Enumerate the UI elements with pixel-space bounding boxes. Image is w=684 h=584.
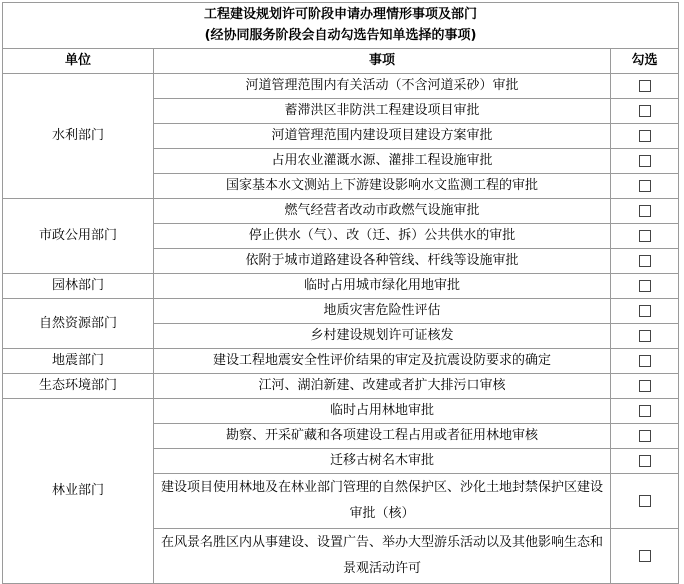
department-cell: 生态环境部门	[3, 374, 154, 399]
select-checkbox[interactable]	[639, 230, 651, 242]
select-checkbox[interactable]	[639, 305, 651, 317]
table-row	[3, 399, 679, 424]
matter-cell: 地质灾害危险性评估	[154, 299, 611, 324]
select-checkbox[interactable]	[639, 180, 651, 192]
matter-cell: 乡村建设规划许可证核发	[154, 324, 611, 349]
select-checkbox[interactable]	[639, 495, 651, 507]
select-checkbox[interactable]	[639, 330, 651, 342]
form-table-frame	[2, 2, 679, 584]
title-line-2: (经协同服务阶段会自动勾选告知单选择的事项)	[204, 28, 477, 43]
table-row	[3, 199, 679, 224]
table-body	[3, 3, 679, 584]
table-row	[3, 274, 679, 299]
checkbox-cell	[611, 174, 679, 199]
matter-cell: 迁移古树名木审批	[154, 449, 611, 474]
table-row	[3, 299, 679, 324]
checkbox-cell	[611, 529, 679, 584]
matter-cell: 建设工程地震安全性评价结果的审定及抗震设防要求的确定	[154, 349, 611, 374]
table-title	[3, 3, 679, 49]
checkbox-cell	[611, 99, 679, 124]
department-cell: 林业部门	[3, 399, 154, 584]
checkbox-cell	[611, 249, 679, 274]
matter-cell: 占用农业灌溉水源、灌排工程设施审批	[154, 149, 611, 174]
checkbox-cell	[611, 424, 679, 449]
checkbox-cell	[611, 374, 679, 399]
matter-cell: 勘察、开采矿藏和各项建设工程占用或者征用林地审核	[154, 424, 611, 449]
matter-cell: 江河、湖泊新建、改建或者扩大排污口审核	[154, 374, 611, 399]
select-checkbox[interactable]	[639, 355, 651, 367]
checkbox-cell	[611, 199, 679, 224]
checkbox-cell	[611, 399, 679, 424]
matter-cell: 临时占用城市绿化用地审批	[154, 274, 611, 299]
matter-cell: 依附于城市道路建设各种管线、杆线等设施审批	[154, 249, 611, 274]
approval-matters-table	[2, 2, 679, 584]
select-checkbox[interactable]	[639, 130, 651, 142]
matter-cell: 河道管理范围内有关活动（不含河道采砂）审批	[154, 74, 611, 99]
select-checkbox[interactable]	[639, 205, 651, 217]
checkbox-cell	[611, 149, 679, 174]
department-cell: 园林部门	[3, 274, 154, 299]
department-cell: 市政公用部门	[3, 199, 154, 274]
matter-cell: 停止供水（气）、改（迁、拆）公共供水的审批	[154, 224, 611, 249]
matter-cell: 国家基本水文测站上下游建设影响水文监测工程的审批	[154, 174, 611, 199]
header-dept: 单位	[3, 49, 154, 74]
checkbox-cell	[611, 274, 679, 299]
select-checkbox[interactable]	[639, 405, 651, 417]
table-row	[3, 74, 679, 99]
title-line-1: 工程建设规划许可阶段申请办理情形事项及部门	[204, 7, 478, 22]
table-row	[3, 374, 679, 399]
title-row	[3, 3, 679, 49]
header-row	[3, 49, 679, 74]
select-checkbox[interactable]	[639, 105, 651, 117]
matter-cell: 在风景名胜区内从事建设、设置广告、举办大型游乐活动以及其他影响生态和景观活动许可	[154, 529, 611, 584]
select-checkbox[interactable]	[639, 550, 651, 562]
select-checkbox[interactable]	[639, 255, 651, 267]
checkbox-cell	[611, 74, 679, 99]
header-item: 事项	[154, 49, 611, 74]
checkbox-cell	[611, 124, 679, 149]
table-row	[3, 349, 679, 374]
department-cell: 水利部门	[3, 74, 154, 199]
department-cell: 自然资源部门	[3, 299, 154, 349]
checkbox-cell	[611, 449, 679, 474]
select-checkbox[interactable]	[639, 430, 651, 442]
select-checkbox[interactable]	[639, 380, 651, 392]
select-checkbox[interactable]	[639, 280, 651, 292]
matter-cell: 临时占用林地审批	[154, 399, 611, 424]
department-cell: 地震部门	[3, 349, 154, 374]
checkbox-cell	[611, 224, 679, 249]
checkbox-cell	[611, 299, 679, 324]
select-checkbox[interactable]	[639, 155, 651, 167]
header-check: 勾选	[611, 49, 679, 74]
select-checkbox[interactable]	[639, 455, 651, 467]
checkbox-cell	[611, 324, 679, 349]
matter-cell: 蓄滞洪区非防洪工程建设项目审批	[154, 99, 611, 124]
matter-cell: 建设项目使用林地及在林业部门管理的自然保护区、沙化土地封禁保护区建设审批（核）	[154, 474, 611, 529]
checkbox-cell	[611, 474, 679, 529]
matter-cell: 河道管理范围内建设项目建设方案审批	[154, 124, 611, 149]
matter-cell: 燃气经营者改动市政燃气设施审批	[154, 199, 611, 224]
select-checkbox[interactable]	[639, 80, 651, 92]
checkbox-cell	[611, 349, 679, 374]
